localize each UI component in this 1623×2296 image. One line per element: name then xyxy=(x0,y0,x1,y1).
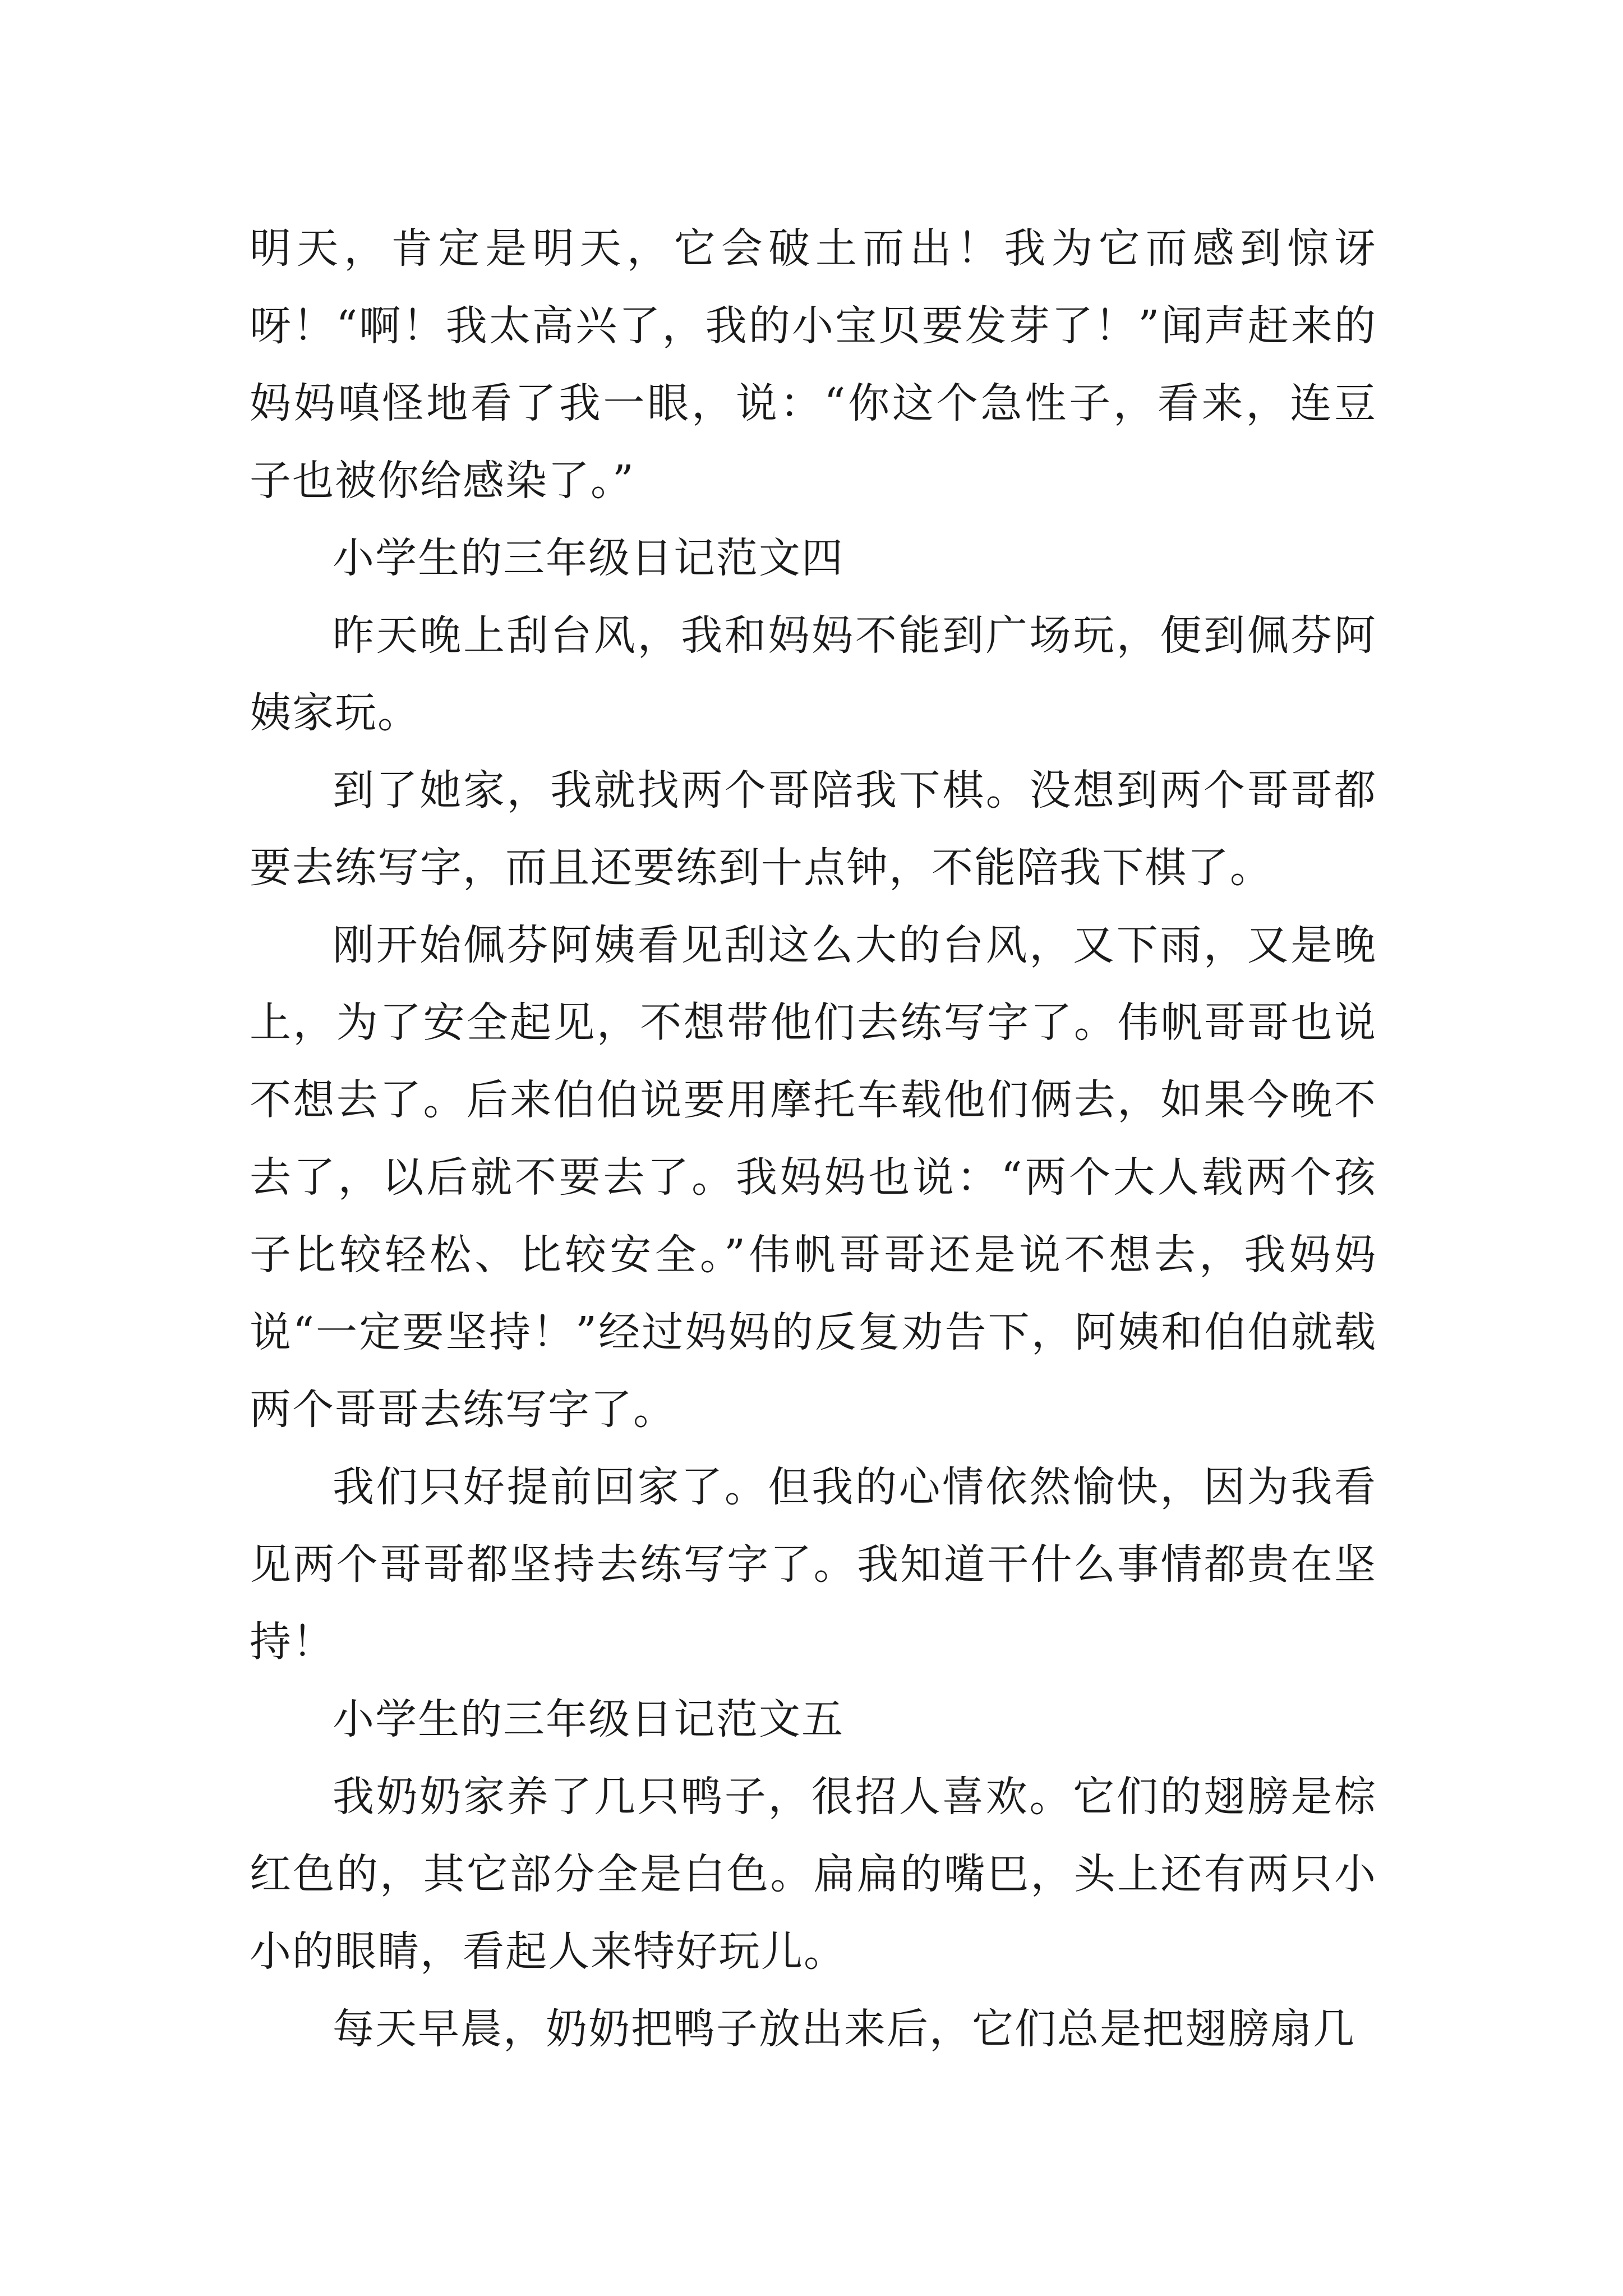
paragraph: 刚开始佩芬阿姨看见刮这么大的台风，又下雨，又是晚上，为了安全起见，不想带他们去练写字了。伟帆哥哥也说不想去了。后来伯伯说要用摩托车载他们俩去，如果今晚不去了，以后就不要去了。我妈妈也说：“两个大人载两个孩子比较轻松、比较安全。”伟帆哥哥还是说不想去，我妈妈说“一定要坚持！”经过妈妈的反复劝告下，阿姨和伯伯就载两个哥哥去练写字了。 xyxy=(250,921,1377,1434)
section-heading-five: 小学生的三年级日记范文五 xyxy=(333,1695,844,1743)
paragraph: 昨天晚上刮台风，我和妈妈不能到广场玩，便到佩芬阿姨家玩。 xyxy=(250,611,1377,737)
document-body xyxy=(250,210,1377,2068)
section-heading-four: 小学生的三年级日记范文四 xyxy=(333,534,844,582)
paragraph: 我奶奶家养了几只鸭子，很招人喜欢。它们的翅膀是棕红色的，其它部分全是白色。扁扁的嘴巴，头上还有两只小小的眼睛，看起人来特好玩儿。 xyxy=(250,1773,1377,1976)
paragraph: 到了她家，我就找两个哥陪我下棋。没想到两个哥哥都要去练写字，而且还要练到十点钟，不能陪我下棋了。 xyxy=(250,766,1377,892)
paragraph: 我们只好提前回家了。但我的心情依然愉快，因为我看见两个哥哥都坚持去练写字了。我知道干什么事情都贵在坚持！ xyxy=(250,1463,1377,1666)
paragraph-continuation: 明天，肯定是明天，它会破土而出！我为它而感到惊讶呀！“啊！我太高兴了，我的小宝贝要发芽了！”闻声赶来的妈妈嗔怪地看了我一眼，说：“你这个急性子，看来，连豆子也被你给感染了。” xyxy=(250,224,1377,505)
paragraph: 每天早晨，奶奶把鸭子放出来后，它们总是把翅膀扇几 xyxy=(333,2005,1355,2053)
